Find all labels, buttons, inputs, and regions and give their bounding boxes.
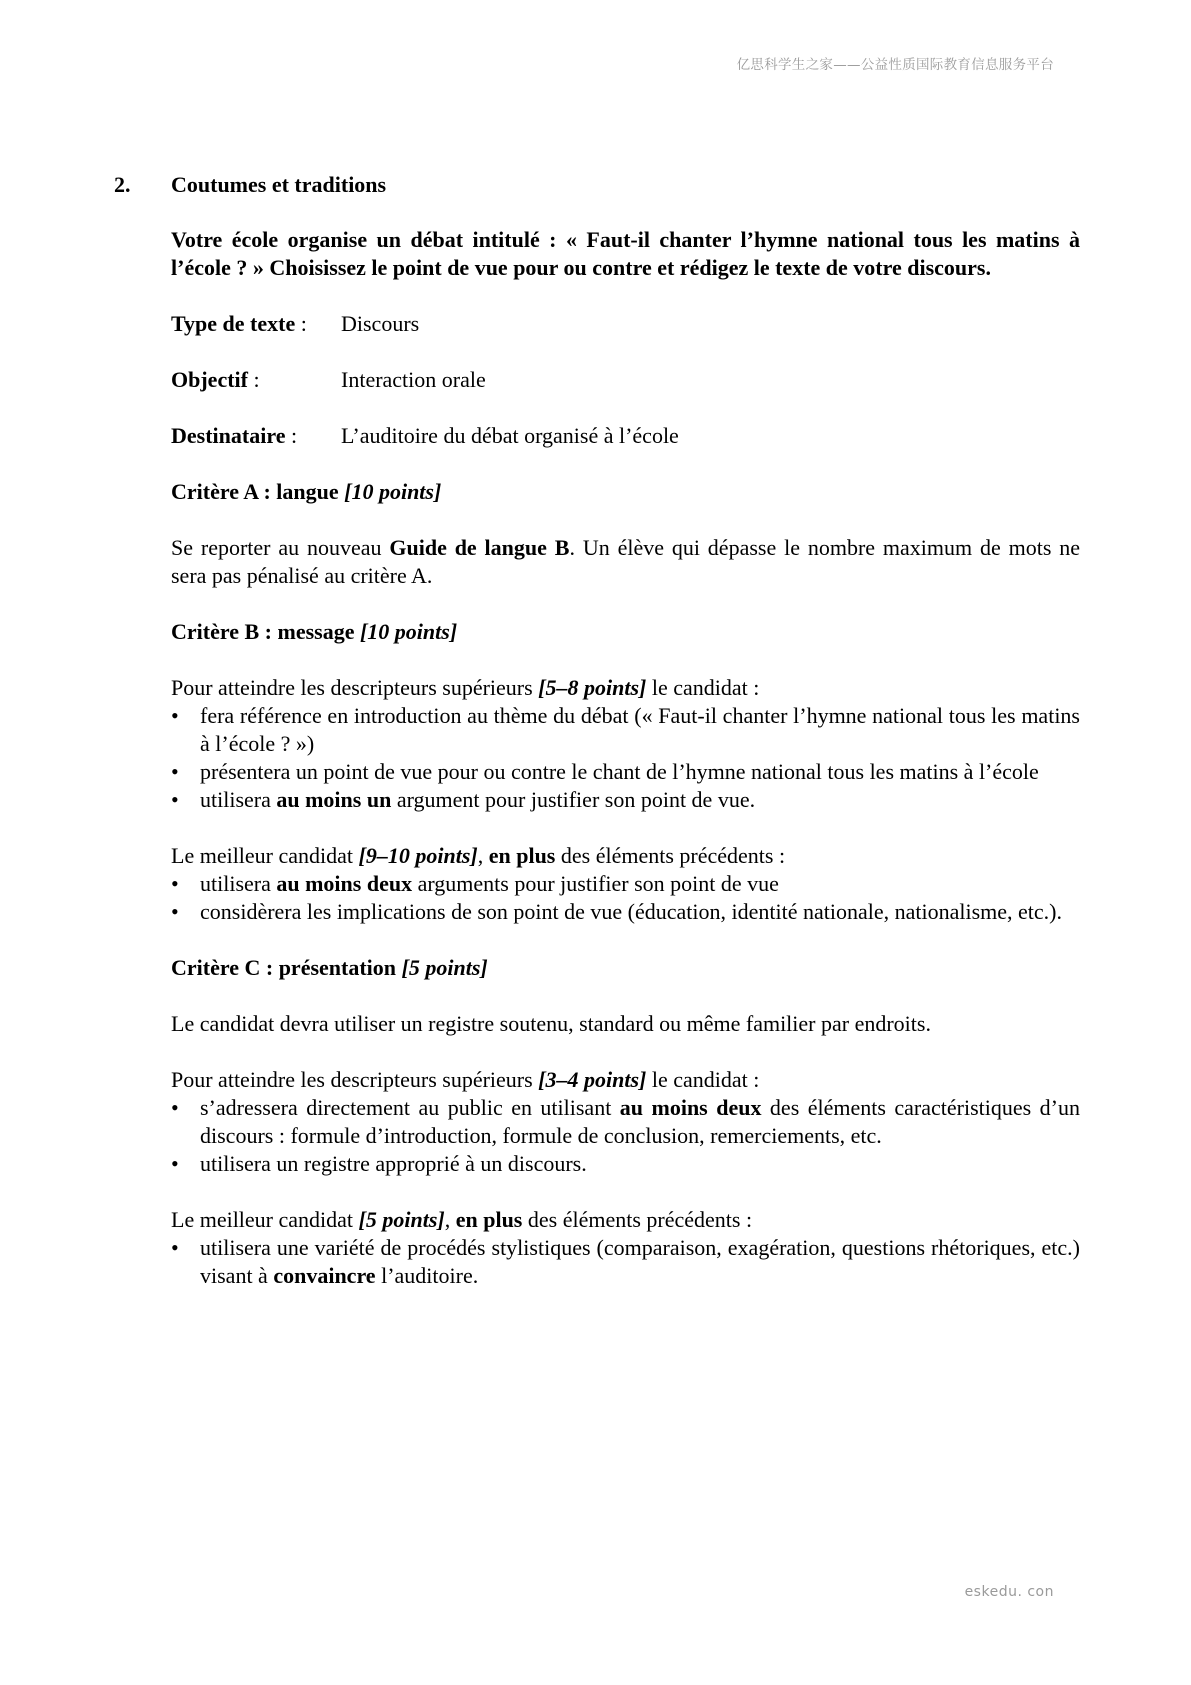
list-item: • utilisera au moins un argument pour justifier son point de vue.	[171, 786, 1080, 814]
meta-value-objective: Interaction orale	[341, 367, 486, 392]
meta-row-type: Type de texte : Discours	[171, 311, 420, 336]
criterion-c-list	[171, 1094, 1080, 1178]
criterion-b-intro: Pour atteindre les descripteurs supérieurs [5–8 points] le candidat :	[171, 675, 760, 700]
criterion-c-best-list	[171, 1234, 1080, 1290]
criterion-b-list	[171, 702, 1080, 814]
list-item: • présentera un point de vue pour ou contre le chant de l’hymne national tous les matins à l’école	[171, 758, 1080, 786]
criterion-b-best: Le meilleur candidat [9–10 points], en plus des éléments précédents :	[171, 843, 786, 868]
header-watermark: 亿思科学生之家——公益性质国际教育信息服务平台	[736, 57, 1054, 73]
criterion-a-title: Critère A : langue [10 points]	[171, 479, 442, 504]
list-item: • considèrera les implications de son point de vue (éducation, identité nationale, nationalisme, etc.).	[171, 898, 1080, 926]
criterion-c-best: Le meilleur candidat [5 points], en plus des éléments précédents :	[171, 1207, 753, 1232]
meta-row-objective: Objectif : Interaction orale	[171, 367, 486, 392]
section-title: Coutumes et traditions	[171, 172, 387, 197]
list-item: • s’adressera directement au public en utilisant au moins deux des éléments caractéristiques d’un discours : formule d’introduction, formule de conclusion, remerciements, etc.	[171, 1094, 1080, 1150]
list-item: • utilisera une variété de procédés stylistiques (comparaison, exagération, questions rhétoriques, etc.) visant à convaincre l’auditoire.	[171, 1234, 1080, 1290]
criterion-c-title: Critère C : présentation [5 points]	[171, 955, 488, 980]
criterion-c-intro: Pour atteindre les descripteurs supérieurs [3–4 points] le candidat :	[171, 1067, 760, 1092]
criterion-b-points: [10 points]	[359, 619, 458, 644]
meta-key-type: Type de texte	[171, 311, 296, 336]
criterion-a-points: [10 points]	[344, 479, 442, 504]
meta-key-objective: Objectif	[171, 367, 248, 392]
criterion-c-points: [5 points]	[401, 955, 488, 980]
list-item: • utilisera un registre approprié à un discours.	[171, 1150, 1080, 1178]
meta-key-audience: Destinataire	[171, 423, 286, 448]
list-item: • fera référence en introduction au thème du débat (« Faut-il chanter l’hymne national tous les matins à l’école ? »)	[171, 702, 1080, 758]
list-item: • utilisera au moins deux arguments pour justifier son point de vue	[171, 870, 1080, 898]
criterion-b-best-list	[171, 870, 1080, 926]
section-content	[171, 226, 1080, 1318]
meta-value-type: Discours	[341, 311, 420, 336]
criterion-b-title: Critère B : message [10 points]	[171, 619, 458, 644]
criterion-a-text: Se reporter au nouveau Guide de langue B. Un élève qui dépasse le nombre maximum de mots ne sera pas pénalisé au critère A.	[171, 535, 1081, 588]
meta-row-audience: Destinataire : L’auditoire du débat organisé à l’école	[171, 423, 679, 448]
task-prompt: Votre école organise un débat intitulé : « Faut-il chanter l’hymne national tous les matins à l’école ? » Choisissez le point de vue pour ou contre et rédigez le texte de votre discours.	[171, 227, 1080, 280]
section-number: 2.	[114, 172, 131, 197]
meta-value-audience: L’auditoire du débat organisé à l’école	[341, 423, 679, 448]
criterion-c-text: Le candidat devra utiliser un registre soutenu, standard ou même familier par endroits.	[171, 1011, 931, 1036]
footer-site-mark: eskedu. con	[964, 1584, 1054, 1600]
